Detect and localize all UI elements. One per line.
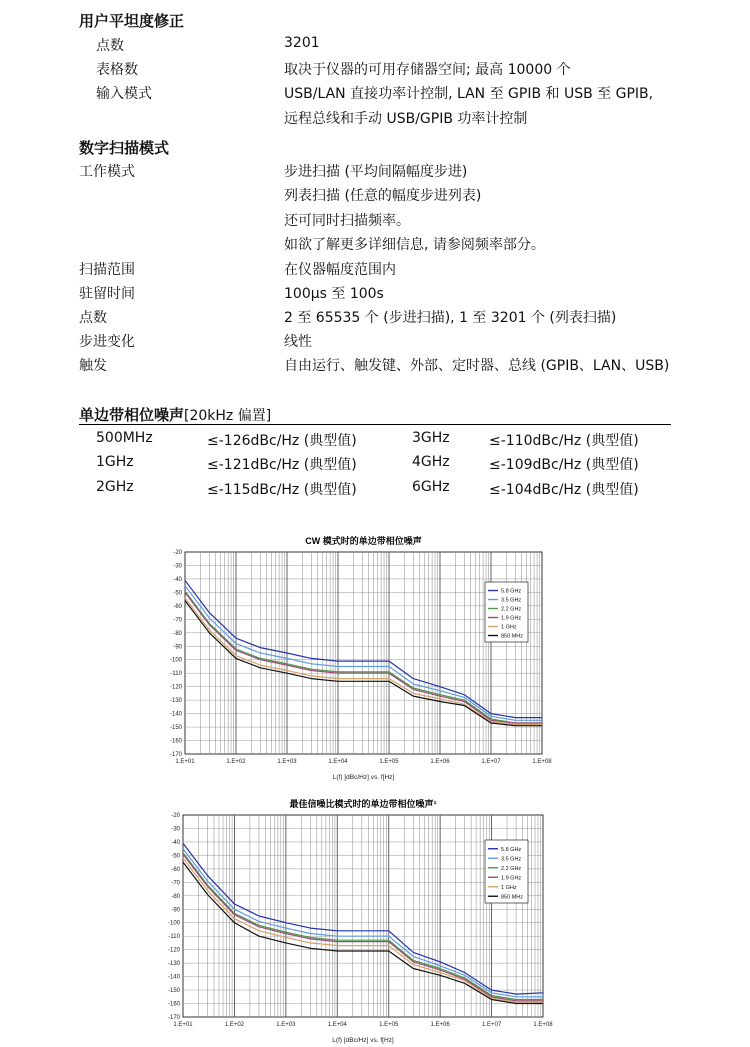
y-tick-label: -30 <box>173 563 182 570</box>
y-tick-label: -40 <box>173 576 182 583</box>
y-tick-label: -120 <box>169 684 182 691</box>
pn-value-5: ≤-115dBc/Hz (典型值) <box>207 482 357 498</box>
pn-freq-5: 2GHz <box>96 479 134 495</box>
legend-label: 2.2 GHz <box>501 606 522 613</box>
y-tick-label: -150 <box>169 725 182 732</box>
legend-label: 5.8 GHz <box>501 846 522 853</box>
sweep-value-points: 2 至 65535 个 (步进扫描), 1 至 3201 个 (列表扫描) <box>284 310 617 326</box>
x-tick-label: 1.E+06 <box>430 759 450 765</box>
y-tick-label: -50 <box>171 853 180 860</box>
y-tick-label: -140 <box>167 974 180 981</box>
y-tick-label: -70 <box>171 880 180 887</box>
flatness-value-tables: 取决于仪器的可用存储器空间; 最高 10000 个 <box>284 62 571 78</box>
pn-value-2: ≤-110dBc/Hz (典型值) <box>489 433 639 449</box>
legend-label: 850 MHz <box>501 633 524 640</box>
x-tick-label: 1.E+03 <box>277 759 297 765</box>
y-tick-label: -30 <box>171 826 180 833</box>
y-tick-label: -160 <box>167 1001 180 1008</box>
x-tick-label: 1.E+05 <box>379 759 399 765</box>
y-tick-label: -90 <box>173 644 182 651</box>
x-tick-label: 1.E+08 <box>533 1022 553 1028</box>
y-tick-label: -60 <box>173 603 182 610</box>
legend-label: 2.2 GHz <box>501 865 522 872</box>
x-tick-label: 1.E+03 <box>276 1022 296 1028</box>
phase-noise-divider <box>79 424 671 425</box>
y-tick-label: -160 <box>169 738 182 745</box>
x-axis-label: L(f) [dBc/Hz] vs. f[Hz] <box>332 1037 394 1044</box>
y-tick-label: -100 <box>167 920 180 927</box>
legend-label: 3.5 GHz <box>501 856 522 863</box>
sweep-label-range: 扫描范围 <box>79 262 135 278</box>
x-tick-label: 1.E+05 <box>379 1022 399 1028</box>
y-tick-label: -20 <box>173 550 182 556</box>
sweep-value-mode-2: 列表扫描 (任意的幅度步进列表) <box>284 188 482 204</box>
pn-value-1: ≤-126dBc/Hz (典型值) <box>207 433 357 449</box>
chart-title: CW 模式时的单边带相位噪声 <box>305 536 422 546</box>
y-tick-label: -80 <box>173 630 182 637</box>
y-tick-label: -170 <box>167 1015 180 1021</box>
sweep-value-mode-1: 步进扫描 (平均间隔幅度步进) <box>284 164 468 180</box>
legend-label: 3.5 GHz <box>501 597 522 604</box>
x-tick-label: 1.E+02 <box>224 1022 245 1028</box>
phase-noise-subtitle: [20kHz 偏置] <box>184 408 272 424</box>
pn-freq-1: 500MHz <box>96 430 153 446</box>
x-tick-label: 1.E+01 <box>173 1022 193 1028</box>
sweep-label-trigger: 触发 <box>79 358 107 374</box>
x-axis-label: L(f) [dBc/Hz] vs. f[Hz] <box>332 774 395 781</box>
y-tick-label: -70 <box>173 617 182 624</box>
x-tick-label: 1.E+02 <box>226 759 246 765</box>
legend-label: 1.9 GHz <box>501 615 522 622</box>
phase-noise-title: 单边带相位噪声 <box>79 406 185 424</box>
sweep-value-mode-3: 还可同时扫描频率。 <box>284 213 410 229</box>
y-tick-label: -110 <box>170 671 182 678</box>
sweep-label-dwell: 驻留时间 <box>79 286 135 302</box>
legend-label: 5.8 GHz <box>501 588 522 595</box>
phase-noise-heading <box>79 404 271 425</box>
x-tick-label: 1.E+04 <box>328 759 348 765</box>
sweep-value-dwell: 100μs 至 100s <box>284 286 384 302</box>
flatness-value-points: 3201 <box>284 35 320 51</box>
flatness-section-title: 用户平坦度修正 <box>79 12 185 30</box>
y-tick-label: -20 <box>171 813 180 819</box>
y-tick-label: -80 <box>171 893 180 900</box>
y-tick-label: -100 <box>169 657 182 664</box>
pn-freq-6: 6GHz <box>412 479 450 495</box>
x-tick-label: 1.E+06 <box>430 1022 450 1028</box>
legend-label: 1 GHz <box>501 624 517 631</box>
pn-value-3: ≤-121dBc/Hz (典型值) <box>207 457 357 473</box>
phase-noise-chart-best-snr <box>150 793 560 1047</box>
y-tick-label: -130 <box>167 961 180 968</box>
x-tick-label: 1.E+08 <box>532 759 552 765</box>
pn-freq-2: 3GHz <box>412 430 450 446</box>
sweep-section-title: 数字扫描模式 <box>79 139 170 157</box>
y-tick-label: -140 <box>169 711 182 718</box>
x-tick-label: 1.E+04 <box>327 1022 347 1028</box>
sweep-label-points: 点数 <box>79 310 107 326</box>
y-tick-label: -60 <box>171 866 180 873</box>
sweep-label-mode: 工作模式 <box>79 164 135 180</box>
y-tick-label: -50 <box>173 590 182 597</box>
legend-label: 1 GHz <box>501 884 517 891</box>
x-tick-label: 1.E+07 <box>481 759 501 765</box>
y-tick-label: -90 <box>171 907 180 914</box>
x-tick-label: 1.E+01 <box>175 759 195 765</box>
phase-noise-chart-cw <box>150 530 560 788</box>
y-tick-label: -40 <box>171 839 180 846</box>
sweep-value-trigger: 自由运行、触发键、外部、定时器、总线 (GPIB、LAN、USB) <box>284 358 670 374</box>
pn-value-6: ≤-104dBc/Hz (典型值) <box>489 482 639 498</box>
y-tick-label: -170 <box>169 752 182 758</box>
flatness-value-input: USB/LAN 直接功率计控制, LAN 至 GPIB 和 USB 至 GPIB, <box>284 86 654 102</box>
y-tick-label: -150 <box>167 988 180 995</box>
legend-label: 1.9 GHz <box>501 875 522 882</box>
y-tick-label: -110 <box>168 934 180 941</box>
sweep-value-range: 在仪器幅度范围内 <box>284 262 396 278</box>
chart-title: 最佳信噪比模式时的单边带相位噪声¹ <box>289 799 437 809</box>
x-tick-label: 1.E+07 <box>481 1022 502 1028</box>
sweep-value-mode-4: 如欲了解更多详细信息, 请参阅频率部分。 <box>284 237 545 253</box>
flatness-label-input: 输入模式 <box>96 86 152 102</box>
pn-value-4: ≤-109dBc/Hz (典型值) <box>489 457 639 473</box>
pn-freq-3: 1GHz <box>96 454 134 470</box>
sweep-label-step: 步进变化 <box>79 334 135 350</box>
pn-freq-4: 4GHz <box>412 454 450 470</box>
flatness-label-points: 点数 <box>96 38 124 54</box>
sweep-value-step: 线性 <box>284 334 312 350</box>
legend-label: 850 MHz <box>501 894 524 901</box>
y-tick-label: -120 <box>167 947 180 954</box>
flatness-label-tables: 表格数 <box>96 62 138 78</box>
flatness-value-input-cont: 远程总线和手动 USB/GPIB 功率计控制 <box>284 111 528 127</box>
y-tick-label: -130 <box>169 698 182 705</box>
